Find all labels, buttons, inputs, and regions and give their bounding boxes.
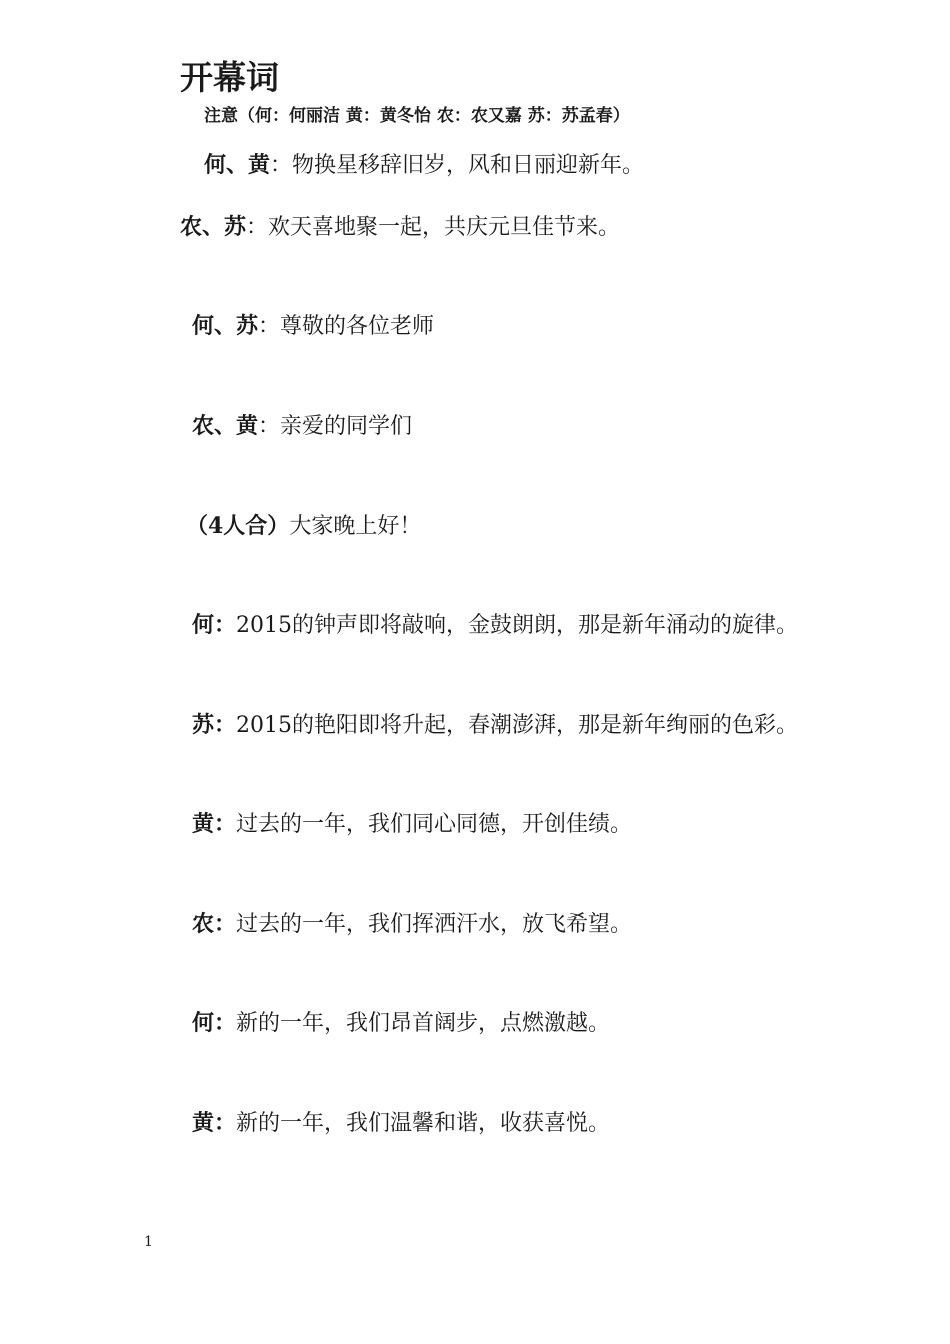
speaker-label: 农、苏 (180, 214, 247, 240)
script-line (192, 710, 798, 741)
speaker-label: 农、黄 (192, 413, 259, 439)
speaker-separator: ： (214, 612, 237, 638)
script-line (180, 212, 620, 243)
script-line (186, 511, 421, 542)
line-text: 亲爱的同学们 (280, 414, 413, 439)
line-text: 2015的艳阳即将升起，春潮澎湃，那是新年绚丽的色彩。 (236, 713, 799, 738)
speaker-label: 黄 (192, 1110, 215, 1136)
line-text: 尊敬的各位老师 (280, 314, 435, 339)
line-text: 2015的钟声即将敲响，金鼓朗朗，那是新年涌动的旋律。 (236, 613, 799, 638)
speaker-separator: ： (258, 414, 281, 439)
speaker-label: 苏 (192, 712, 215, 738)
line-text: 新的一年，我们昂首阔步，点燃激越。 (236, 1011, 611, 1036)
speaker-separator: ： (258, 314, 281, 339)
line-text: 新的一年，我们温馨和谐，收获喜悦。 (236, 1111, 611, 1136)
page-number: 1 (144, 1234, 153, 1250)
script-line (192, 311, 434, 342)
speaker-label: 何 (192, 1010, 215, 1036)
speaker-separator: ： (246, 215, 269, 240)
script-line (204, 150, 644, 181)
speaker-label: 何、黄 (204, 152, 271, 178)
script-line (192, 610, 798, 641)
script-line (192, 411, 412, 442)
line-text: 物换星移辞旧岁，风和日丽迎新年。 (292, 153, 645, 178)
speaker-separator: ： (214, 911, 237, 937)
speaker-label: 农 (192, 911, 215, 937)
script-line (192, 1108, 610, 1139)
speaker-label: 黄 (192, 811, 215, 837)
document-title: 开幕词 (180, 58, 279, 97)
speaker-label: （4人合） (186, 513, 290, 539)
speaker-separator: ： (270, 153, 293, 178)
line-text: 过去的一年，我们挥洒汗水，放飞希望。 (236, 912, 633, 937)
line-text: 过去的一年，我们同心同德，开创佳绩。 (236, 812, 633, 837)
script-line (192, 1008, 610, 1039)
script-line (192, 809, 632, 840)
speaker-separator: ： (214, 712, 237, 738)
speaker-separator: ： (214, 1010, 237, 1036)
speaker-label: 何 (192, 612, 215, 638)
speaker-separator: ： (214, 1110, 237, 1136)
cast-note: 注意（何：何丽洁 黄：黄冬怡 农：农又嘉 苏：苏孟春） (204, 106, 630, 126)
script-line (192, 909, 632, 940)
speaker-label: 何、苏 (192, 313, 259, 339)
speaker-separator: ： (214, 811, 237, 837)
line-text: 欢天喜地聚一起，共庆元旦佳节来。 (268, 215, 621, 240)
line-text: 大家晚上好！ (289, 514, 422, 539)
